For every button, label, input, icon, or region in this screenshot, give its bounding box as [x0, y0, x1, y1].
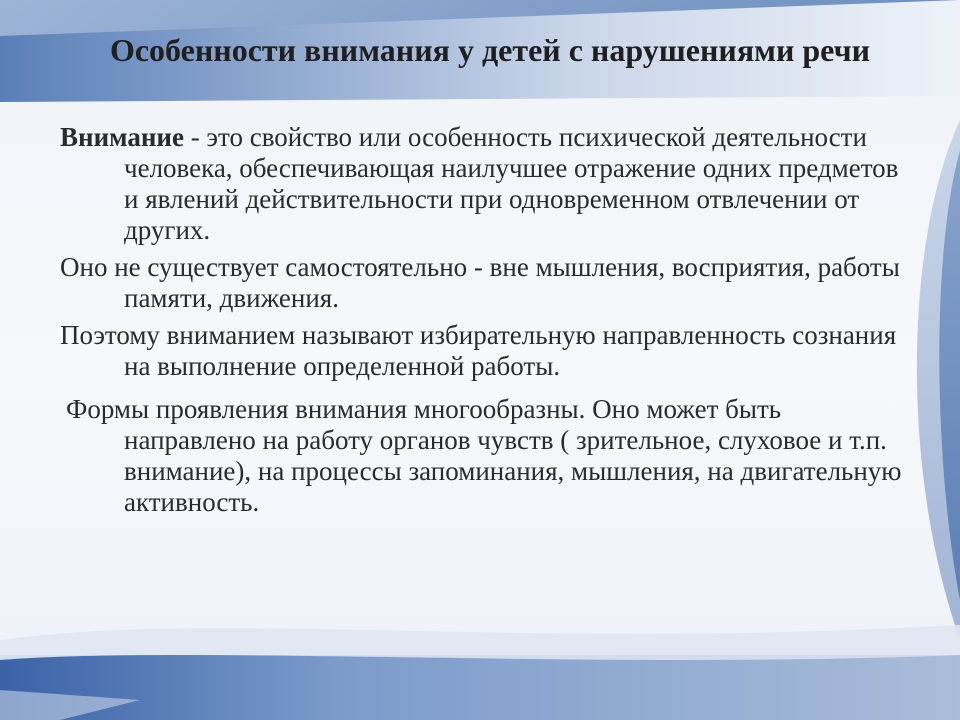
paragraph-text: Формы проявления внимания многообразны. Оно может быть направлено на работу органов чувств ( зрительное, слуховое и т.п. внимание), на процессы запоминания, мышления, на двигательную активность.: [66, 394, 902, 517]
paragraph-forms: [60, 394, 910, 518]
paragraph-text: - это свойство или особенность психической деятельности человека, обеспечивающая наилучшее отражение одних предметов и явлений действительности при одновременном отвлечении от других.: [124, 122, 899, 245]
slide-title: Особенности внимания у детей с нарушениями речи: [109, 32, 871, 68]
paragraph-independence: [60, 252, 910, 314]
paragraph-selectivity: [60, 320, 910, 382]
paragraph-text: Поэтому вниманием называют избирательную направленность сознания на выполнение определенной работы.: [60, 320, 897, 381]
slide-body: [60, 122, 910, 524]
term-attention: Внимание: [60, 122, 184, 152]
bottom-band: [0, 655, 960, 720]
paragraph-definition: [60, 122, 910, 246]
paragraph-text: Оно не существует самостоятельно - вне мышления, восприятия, работы памяти, движения.: [60, 252, 900, 313]
